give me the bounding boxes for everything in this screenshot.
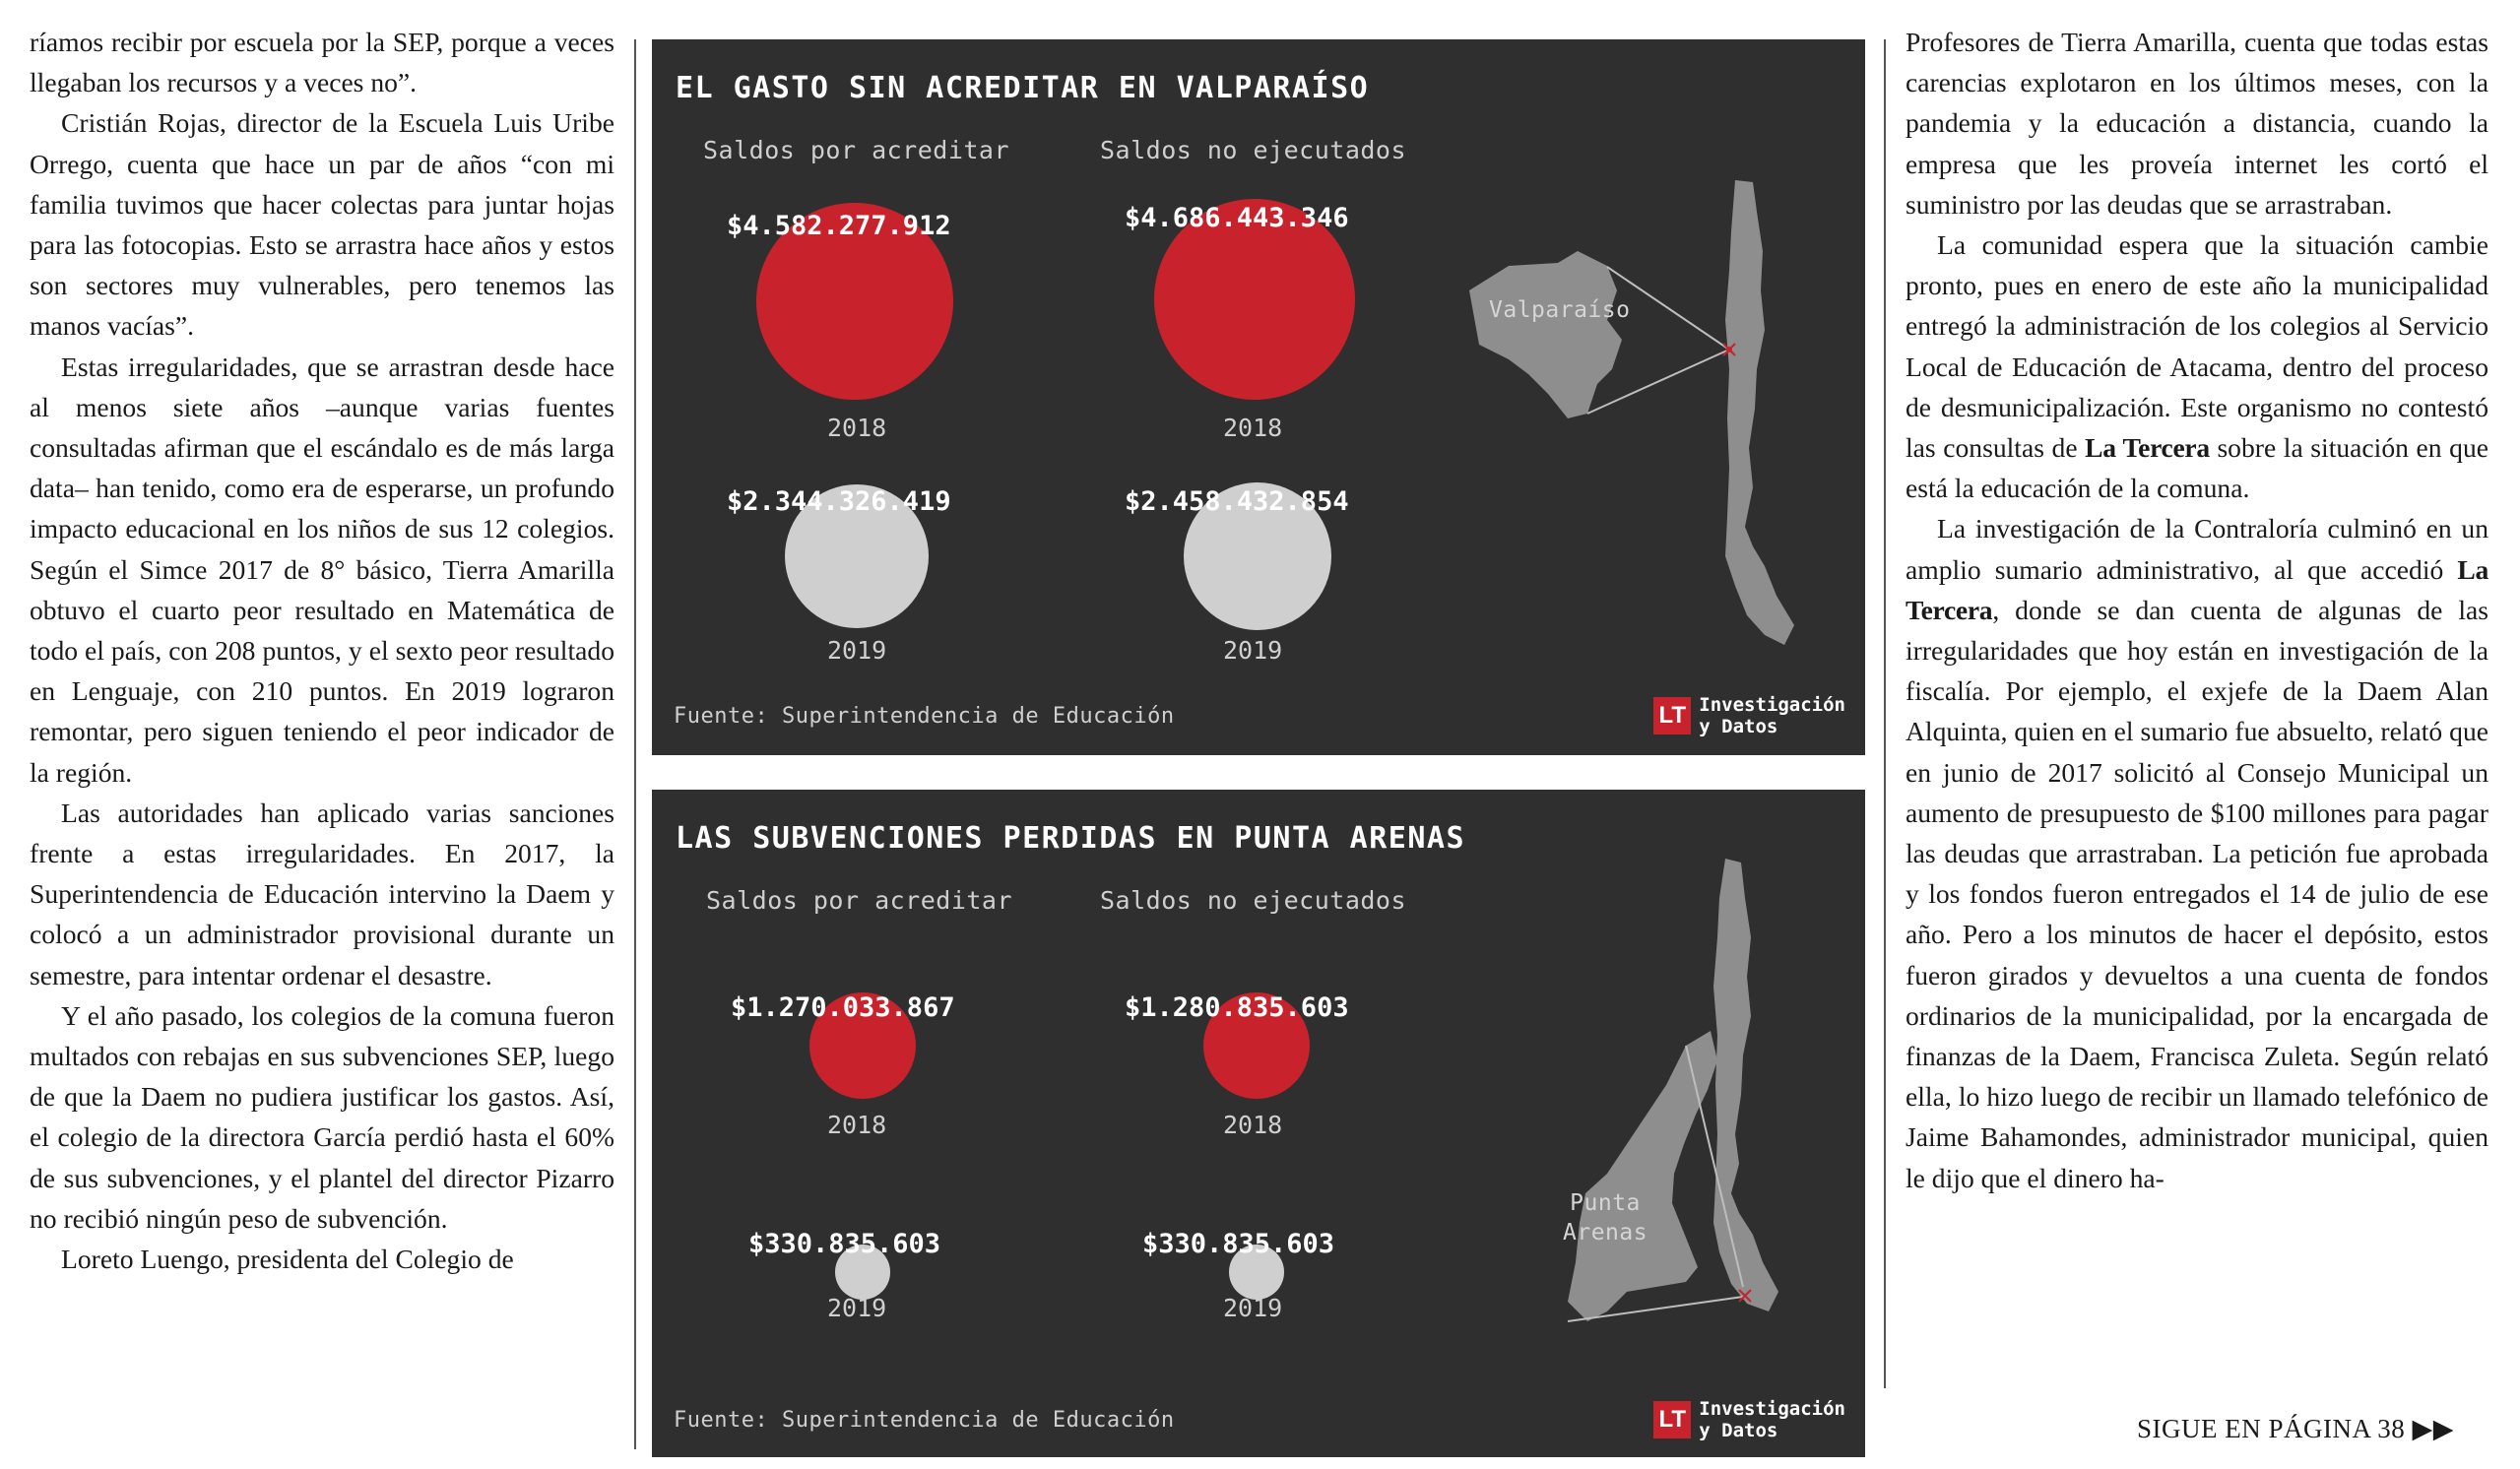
infographic-punta-arenas — [652, 790, 1865, 1457]
year-label: 2018 — [827, 414, 887, 442]
column-label: Saldos no ejecutados — [1100, 136, 1407, 164]
amount-label: $330.835.603 — [748, 1229, 941, 1259]
logo-line: Investigación — [1699, 1398, 1845, 1420]
amount-label: $2.458.432.854 — [1125, 486, 1349, 517]
paragraph: Loreto Luengo, presidenta del Colegio de — [61, 1244, 514, 1275]
chile-map-punta-arenas — [1528, 849, 1863, 1380]
newspaper-name: La Tercera — [2085, 432, 2210, 464]
paragraph: Las autoridades han aplicado varias sanciones frente a estas irregularidades. En 2017, la Superintendencia de Educación intervino la Daem y colocó a un administrador provisional durante un semestre, para intentar ordenar el desastre. — [30, 797, 614, 990]
paragraph-text: La investigación de la Contraloría culminó en un amplio sumario administrativo, al que accedió — [1906, 513, 2488, 585]
amount-label: $1.270.033.867 — [731, 992, 955, 1023]
logo-line: Investigación — [1699, 694, 1845, 716]
amount-label: $1.280.835.603 — [1125, 992, 1349, 1023]
column-label: Saldos por acreditar — [703, 136, 1010, 164]
logo-line: y Datos — [1699, 1420, 1778, 1441]
year-label: 2019 — [827, 1294, 887, 1322]
amount-label: $4.686.443.346 — [1125, 203, 1349, 233]
year-label: 2019 — [1223, 636, 1283, 665]
lt-logo-text — [1699, 694, 1845, 737]
source-note: Fuente: Superintendencia de Educación — [674, 704, 1175, 729]
map-label-line: Punta — [1570, 1190, 1641, 1216]
article-column-left — [30, 22, 614, 1279]
map-region-label: Valparaíso — [1489, 297, 1631, 323]
lt-logo-mark: LT — [1653, 697, 1691, 734]
year-label: 2018 — [1223, 414, 1283, 442]
logo-line: y Datos — [1699, 716, 1778, 737]
column-divider — [634, 39, 636, 1449]
amount-label: $330.835.603 — [1142, 1229, 1335, 1259]
paragraph: Cristián Rojas, director de la Escuela Luis Uribe Orrego, cuenta que hace un par de años “con mi familia tuvimos que hacer colectas para juntar hojas para las fotocopias. Esto se arrastra hace años y estos son sectores muy vulnerables, pero tenemos las manos vacías”. — [30, 107, 614, 342]
continued-on-page-note: SIGUE EN PÁGINA 38 ▶▶ — [2137, 1414, 2455, 1443]
year-label: 2019 — [827, 636, 887, 665]
paragraph-text: La comunidad espera que la situación cambie pronto, pues en enero de este año la municipalidad entregó la administración de los colegios al Servicio Local de Educación de Atacama, dentro del proceso de desmunicipalización. Este organismo no contestó las consultas de — [1906, 229, 2488, 464]
paragraph — [1906, 508, 2488, 1197]
source-note: Fuente: Superintendencia de Educación — [674, 1408, 1175, 1433]
article-column-right — [1906, 22, 2488, 1198]
year-label: 2018 — [827, 1111, 887, 1139]
column-divider — [1884, 39, 1886, 1388]
column-label: Saldos no ejecutados — [1100, 886, 1407, 915]
infographic-valparaiso — [652, 39, 1865, 755]
paragraph-text: sobre la situación en que está la educación de la comuna. — [1906, 432, 2488, 504]
lt-logo-text — [1699, 1398, 1845, 1441]
amount-label: $4.582.277.912 — [727, 211, 951, 241]
paragraph: Profesores de Tierra Amarilla, cuenta que todas estas carencias explotaron en los últimos meses, con la pandemia y la educación a distancia, cuando la empresa que les proveía internet les cortó el suministro por las deudas que se arrastraban. — [1906, 27, 2488, 220]
paragraph: ríamos recibir por escuela por la SEP, porque a veces llegaban los recursos y a veces no”. — [30, 27, 614, 98]
lt-logo-mark: LT — [1653, 1401, 1691, 1438]
column-label: Saldos por acreditar — [706, 886, 1013, 915]
newspaper-name: La Tercera — [1906, 553, 2488, 625]
paragraph — [1906, 224, 2488, 508]
year-label: 2019 — [1223, 1294, 1283, 1322]
amount-label: $2.344.326.419 — [727, 486, 951, 517]
chile-map-valparaiso — [1440, 172, 1863, 684]
paragraph: Y el año pasado, los colegios de la comuna fueron multados con rebajas en sus subvenciones SEP, luego de que la Daem no pudiera justificar los gastos. Así, el colegio de la directora García perdió hasta el 60% de sus subvenciones, y el plantel del director Pizarro no recibió ningún peso de subvención. — [30, 999, 614, 1234]
infographic-title: EL GASTO SIN ACREDITAR EN VALPARAÍSO — [676, 71, 1370, 105]
paragraph-text: , donde se dan cuenta de algunas de las irregularidades que hoy están en investigación de la fiscalía. Por ejemplo, el exjefe de la Daem Alan Alquinta, quien en el sumario fue absuelto, relató que en junio de 2017 solicitó al Consejo Municipal un aumento de presupuesto de $100 millones para pagar las deudas que arrastraban. La petición fue aprobada y los fondos fueron entregados el 14 de julio de ese año. Pero a los minutos de hacer el depósito, estos fueron girados y devueltos a una cuenta de fondos ordinarios de la municipalidad, por la encargada de finanzas de la Daem, Francisca Zuleta. Según relató ella, lo hizo luego de recibir un llamado telefónico de Jaime Bahamondes, administrador municipal, quien le dijo que el dinero ha- — [1906, 594, 2488, 1193]
map-region-label — [1563, 1188, 1648, 1247]
map-label-line: Arenas — [1563, 1220, 1648, 1245]
year-label: 2018 — [1223, 1111, 1283, 1139]
lt-logo — [1653, 694, 1845, 737]
paragraph: Estas irregularidades, que se arrastran desde hace al menos siete años –aunque varias fuentes consultadas afirman que el escándalo es de más larga data– han tenido, como era de esperarse, un profundo impacto educacional en los niños de sus 12 colegios. Según el Simce 2017 de 8° básico, Tierra Amarilla obtuvo el cuarto peor resultado en Matemática de todo el país, con 208 puntos, y el sexto peor resultado en Lenguaje, con 210 puntos. En 2019 lograron remontar, pero siguen teniendo el peor indicador de la región. — [30, 351, 614, 788]
lt-logo — [1653, 1398, 1845, 1441]
infographic-title: LAS SUBVENCIONES PERDIDAS EN PUNTA ARENAS — [676, 821, 1466, 856]
